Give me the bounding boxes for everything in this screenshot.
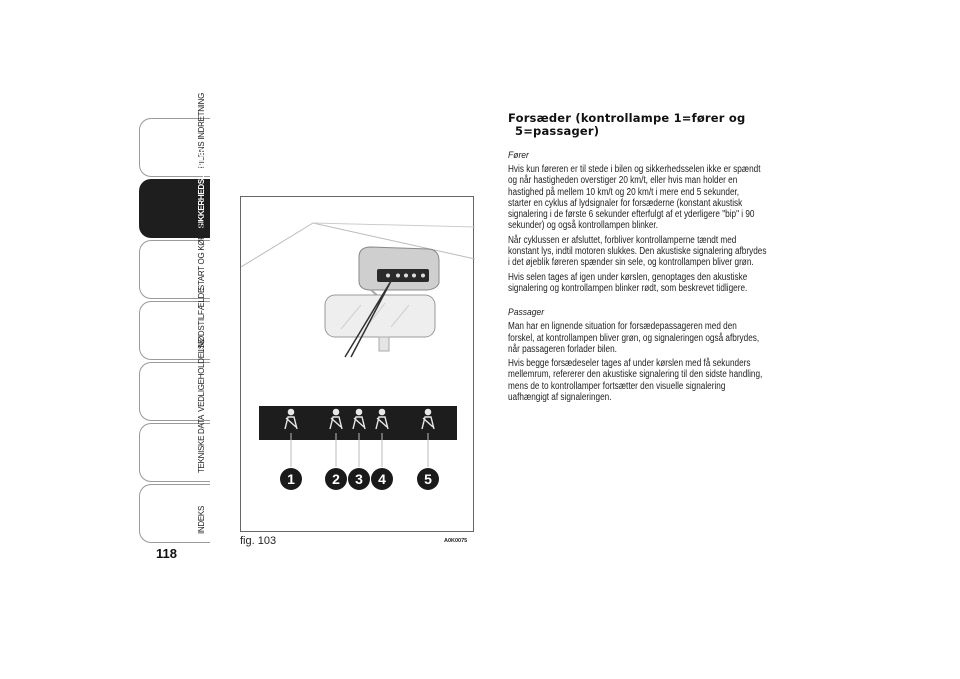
- subheading-driver: Fører: [508, 150, 529, 161]
- text-line: hastighed på mellem 10 km/t og 20 km/t i mere end 5 sekunder,: [508, 186, 740, 198]
- tab-label: START OG KØRSEL: [197, 219, 206, 290]
- text-line: og når hastigheden overstiger 20 km/t, eller hvis man holder en: [508, 175, 738, 187]
- paragraph: [508, 272, 787, 295]
- figure-caption: fig. 103: [240, 535, 277, 547]
- overhead-console: [359, 247, 439, 290]
- text-line: mellemrum, refererer den akustiske signalering til den sidste handling,: [508, 369, 763, 381]
- mirror-mount: [379, 337, 389, 351]
- tab-vedligeholdelse[interactable]: [139, 339, 210, 421]
- paragraph: [508, 358, 787, 403]
- page-number: 118: [156, 546, 177, 561]
- callout-number: 2: [332, 471, 340, 487]
- text-line: Hvis begge forsædeseler tages af under kørslen med få sekunders: [508, 358, 751, 370]
- text-line: signalering i de første 6 sekunder efterfulgt af et yderligere "bip" i 90: [508, 209, 755, 221]
- main-text: [508, 112, 788, 406]
- callout-number: 4: [378, 471, 386, 487]
- chapter-tabs: [139, 92, 210, 545]
- tab-label: I NØDSTILFÆLDE: [197, 287, 206, 351]
- tab-tekniske-data[interactable]: [139, 414, 210, 482]
- text-line: Hvis selen tages af igen under kørslen, genoptages den akustiske: [508, 271, 748, 283]
- lamp-callouts: [280, 468, 439, 490]
- heading-line: Forsæder (kontrollampe 1=fører og: [508, 111, 746, 125]
- figure-illustration: [241, 197, 475, 533]
- heading-line: 5=passager): [515, 124, 600, 138]
- text-line: Man har en lignende situation for forsædepassageren med den: [508, 321, 737, 333]
- tab-label: BILENS INDRETNING: [197, 92, 206, 168]
- text-line: konstant lys, indtil motoren slukkes. Den akustiske signalering afbrydes: [508, 246, 767, 258]
- text-line: når passageren forlader bilen.: [508, 343, 617, 355]
- tab-label: SIKKERHEDSUDSTYR: [197, 148, 206, 229]
- headliner-line: [241, 223, 475, 267]
- text-line: mens de to kontrollamper fortsætter den visuelle signalering: [508, 380, 726, 392]
- tab-label: TEKNISKE DATA: [197, 414, 206, 473]
- text-line: sekunder) og også kontrollampen blinker.: [508, 220, 658, 232]
- text-line: uafhængigt af signaleringen.: [508, 392, 612, 404]
- tab-label: VEDLIGEHOLDELSE: [197, 339, 206, 412]
- paragraph: [508, 164, 787, 232]
- figure-seatbelt-lamps: [240, 196, 474, 532]
- callout-number: 3: [355, 471, 363, 487]
- text-line: forskel, at kontrollampen bliver grøn, og signaleringen også afbrydes,: [508, 332, 760, 344]
- paragraph: [508, 235, 787, 269]
- text-line: Når cyklussen er afsluttet, forbliver kontrollamperne tændt med: [508, 234, 737, 246]
- callout-number: 5: [424, 471, 432, 487]
- headliner-line: [313, 223, 475, 227]
- text-line: starter en cyklus af lydsignaler for forsæderne (konstant akustisk: [508, 197, 743, 209]
- text-line: signalering og kontrollampen blinker rødt, som beskrevet tidligere.: [508, 282, 748, 294]
- paragraph: [508, 321, 787, 355]
- callout-number: 1: [287, 471, 295, 487]
- text-line: Hvis kun føreren er til stede i bilen og sikkerhedsselen ikke er spændt: [508, 164, 761, 175]
- subheading-passenger: Passager: [508, 307, 545, 319]
- section-heading: [508, 112, 788, 138]
- tab-indeks[interactable]: [139, 484, 210, 543]
- figure-code: A0K0075: [444, 538, 468, 544]
- text-line: i det øjeblik føreren spænder sin sele, og kontrollampen bliver grøn.: [508, 257, 754, 269]
- tab-label: INDEKS: [197, 506, 206, 534]
